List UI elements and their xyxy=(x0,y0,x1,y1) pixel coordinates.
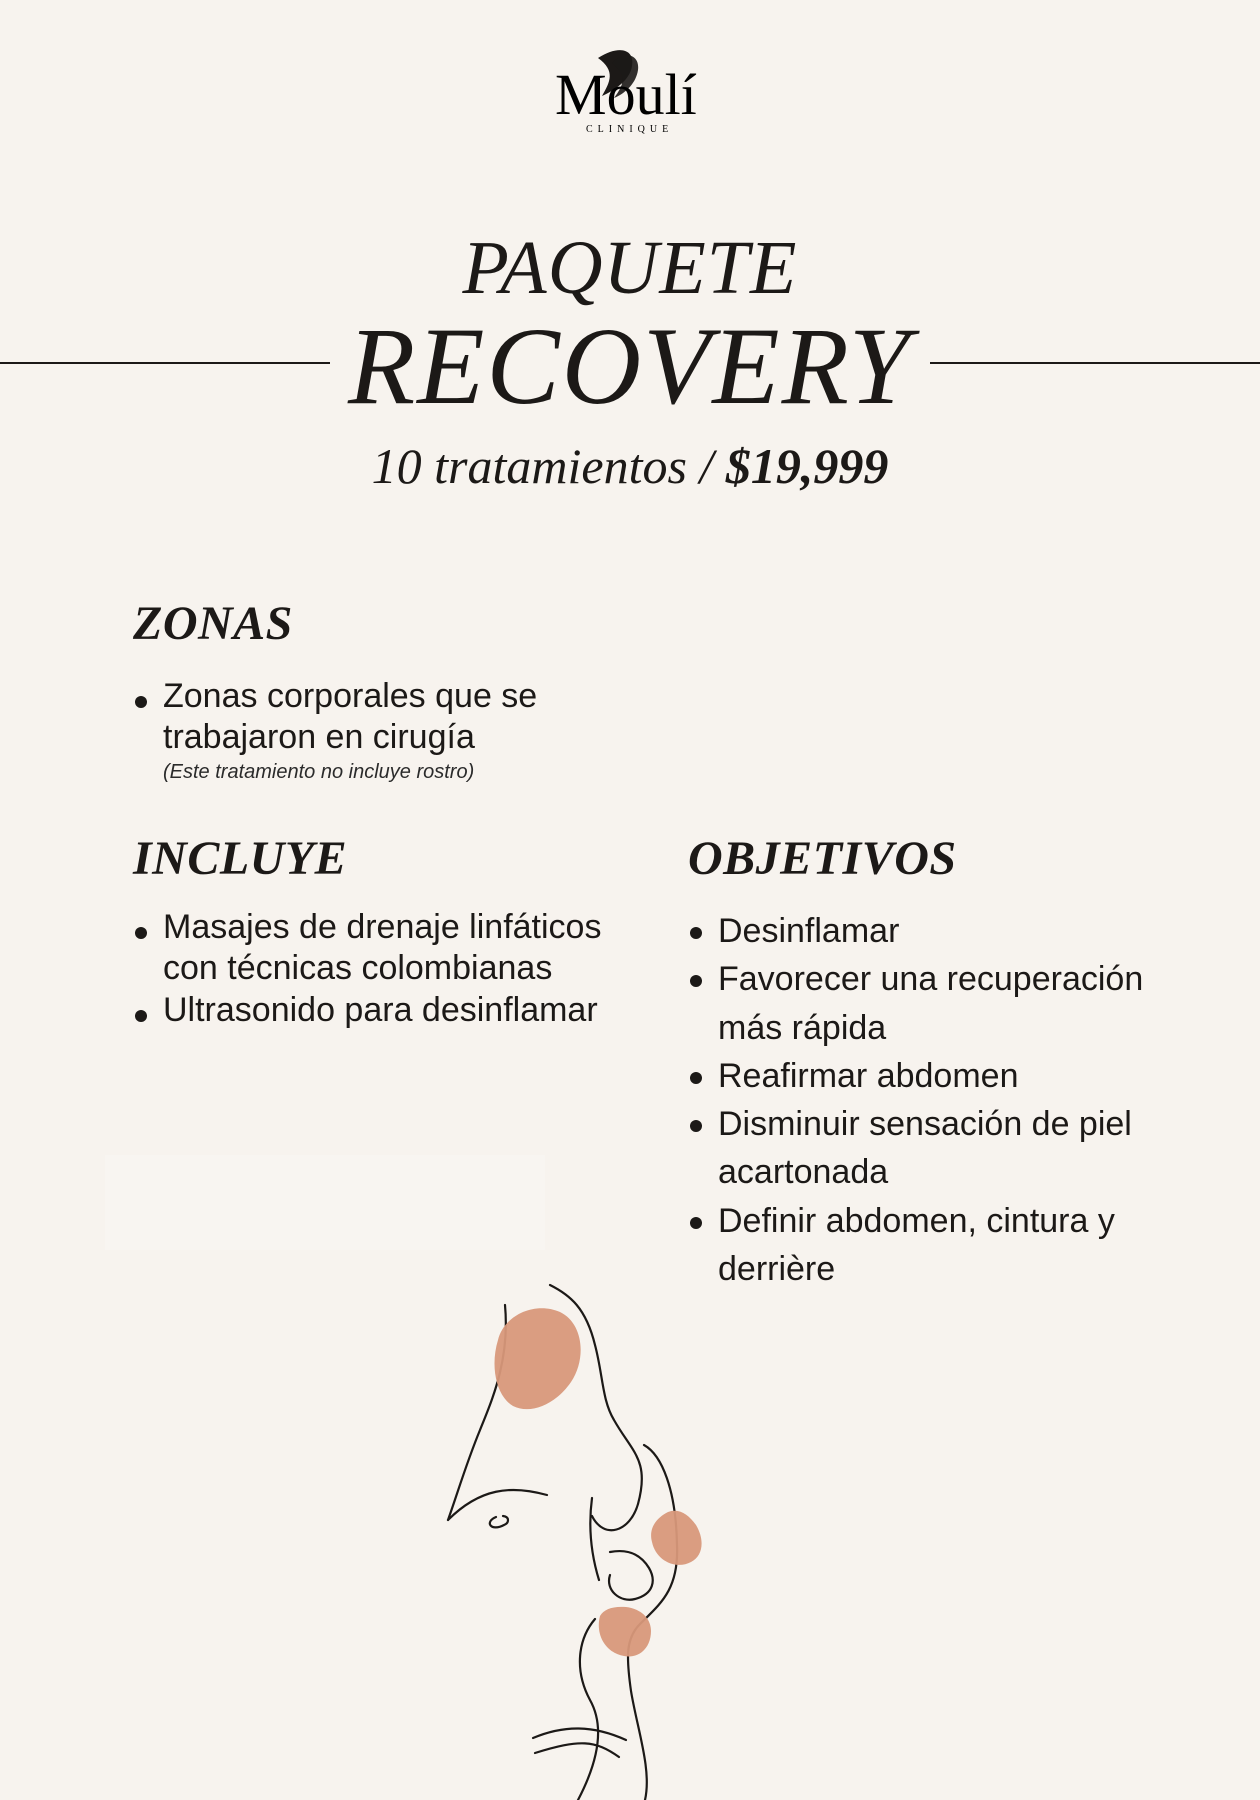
zonas-section xyxy=(133,597,653,784)
zonas-title: ZONAS xyxy=(133,597,293,650)
package-price: $19,999 xyxy=(725,437,889,494)
package-header xyxy=(0,226,1260,494)
logo-mark xyxy=(520,40,740,150)
zonas-list xyxy=(133,676,653,759)
objetivos-item: Disminuir sensación de piel acartonada xyxy=(688,1100,1158,1197)
lower-figure-outline xyxy=(609,1551,653,1600)
lower-figure-outline xyxy=(533,1728,626,1740)
empty-panel xyxy=(105,1155,545,1250)
incluye-item: Ultrasonido para desinflamar xyxy=(133,990,603,1031)
subtitle-separator: / xyxy=(686,437,726,494)
objetivos-section xyxy=(688,832,1158,1293)
treatment-count: 10 tratamientos xyxy=(371,437,687,494)
body-line-illustration xyxy=(390,1270,750,1800)
package-title-main: RECOVERY xyxy=(348,305,912,427)
lower-figure-outline xyxy=(535,1743,619,1757)
accent-shape-lower xyxy=(599,1607,651,1657)
lower-figure-outline xyxy=(578,1619,598,1800)
objetivos-item: Favorecer una recuperación más rápida xyxy=(688,955,1158,1052)
accent-shape-upper xyxy=(494,1308,580,1409)
incluye-item: Masajes de drenaje linfáticos con técnicas colombianas xyxy=(133,907,603,990)
zonas-note: (Este tratamiento no incluye rostro) xyxy=(163,760,475,783)
upper-figure-outline xyxy=(448,1305,506,1520)
upper-figure-outline xyxy=(490,1516,508,1527)
objetivos-item: Definir abdomen, cintura y derrière xyxy=(688,1197,1158,1294)
logo-subtext: CLINIQUE xyxy=(586,124,674,135)
objetivos-item: Desinflamar xyxy=(688,907,1158,955)
zonas-item: Zonas corporales que se trabajaron en cirugía xyxy=(133,676,653,759)
objetivos-item: Reafirmar abdomen xyxy=(688,1052,1158,1100)
accent-shape-right xyxy=(651,1511,701,1565)
package-title-top: PAQUETE xyxy=(462,226,798,310)
objetivos-title: OBJETIVOS xyxy=(688,832,957,885)
incluye-list xyxy=(133,907,603,1031)
incluye-title: INCLUYE xyxy=(133,832,348,885)
lower-figure-outline xyxy=(590,1498,599,1580)
package-subtitle xyxy=(0,437,1260,494)
upper-figure-outline xyxy=(448,1490,547,1520)
incluye-section xyxy=(133,832,603,1031)
brand-logo xyxy=(0,40,1260,150)
objetivos-list xyxy=(688,907,1158,1293)
logo-text: Moulí xyxy=(555,62,697,127)
